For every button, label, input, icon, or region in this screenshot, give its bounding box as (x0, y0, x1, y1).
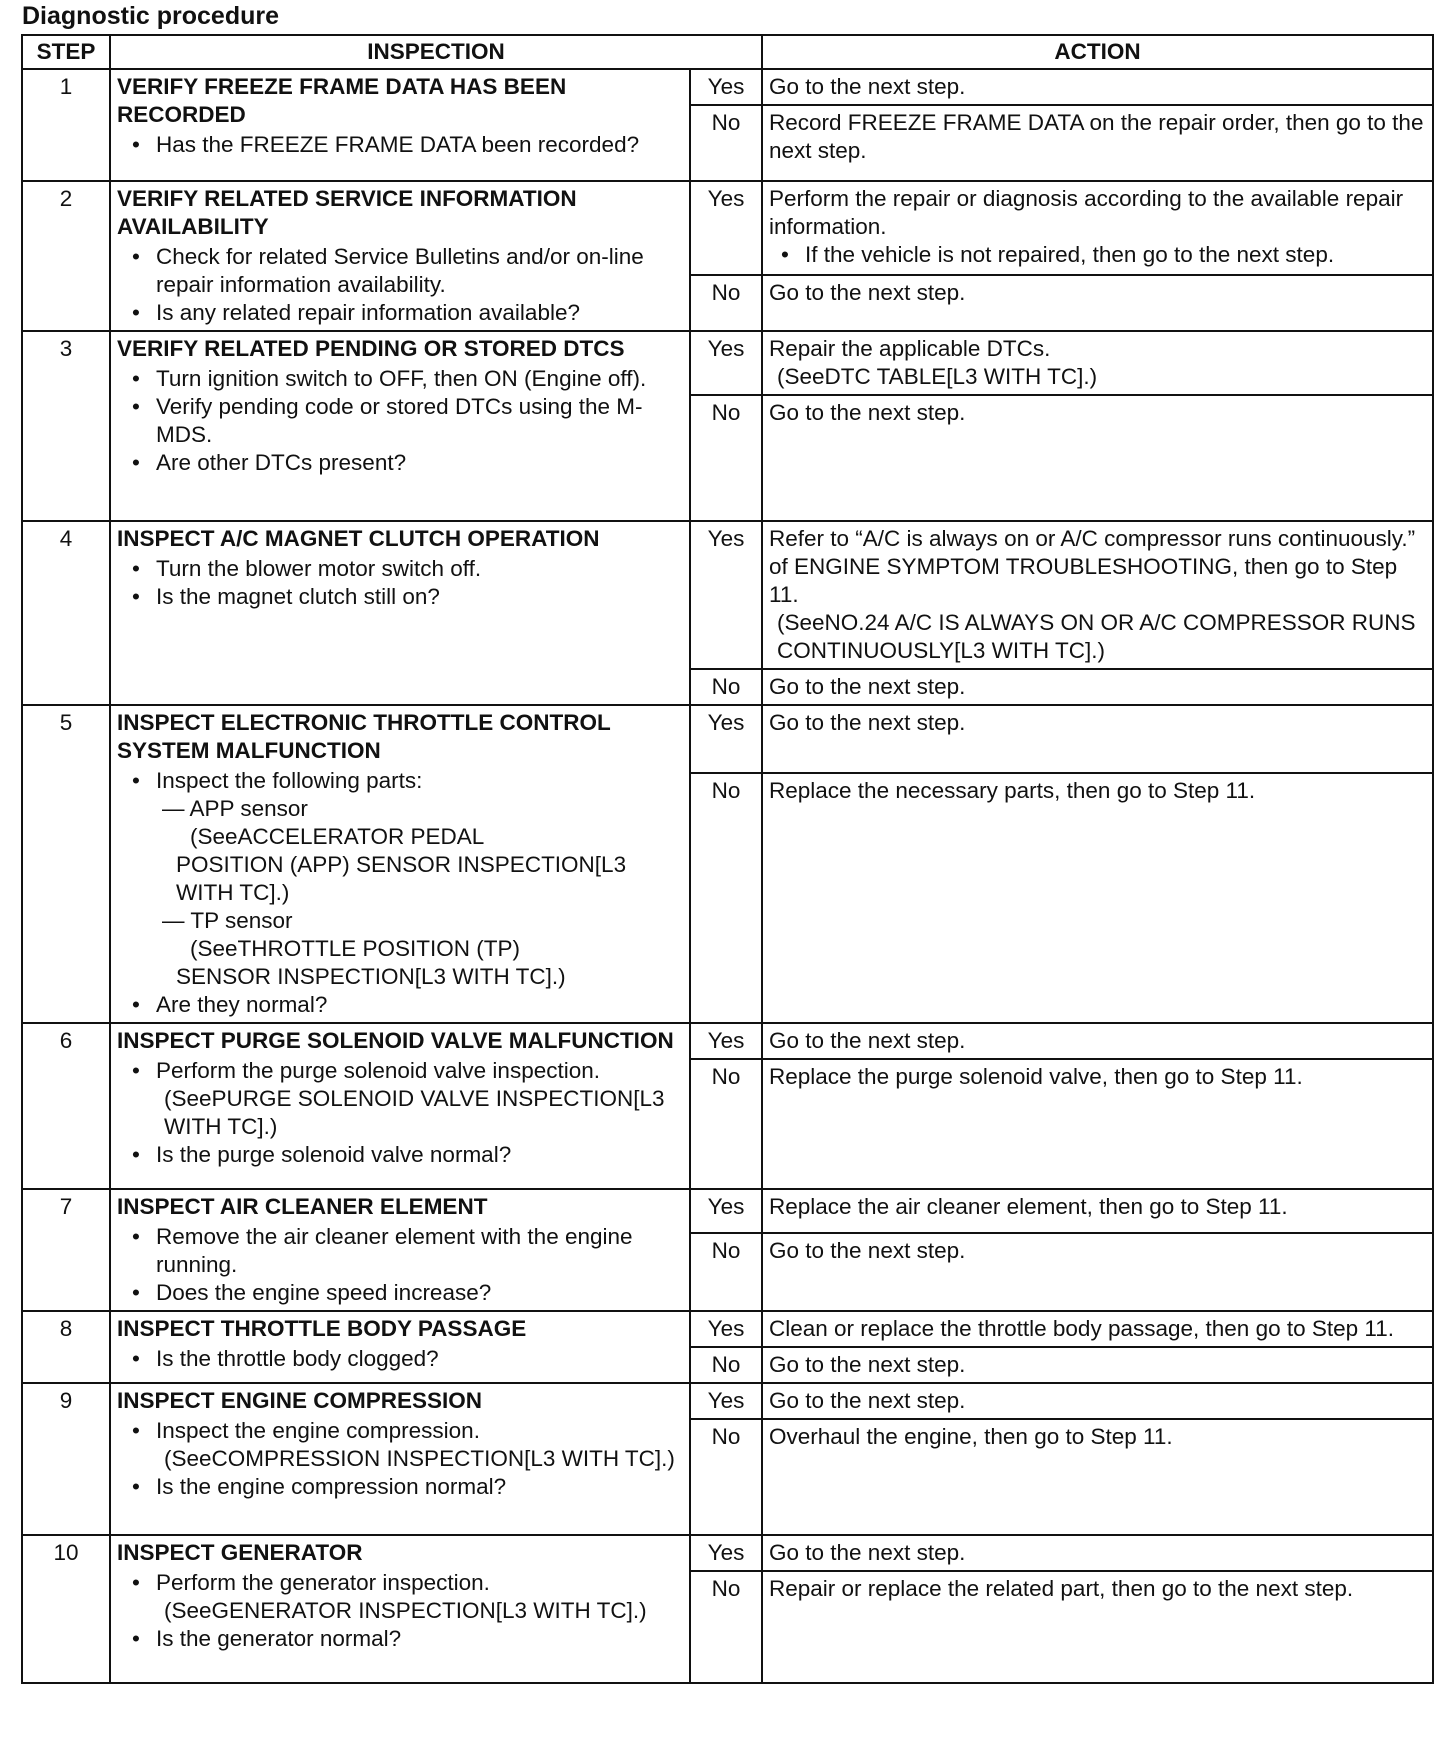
inspection-bullet-item (156, 767, 683, 991)
table-row (22, 1535, 1433, 1571)
no-action: Repair or replace the related part, then go to the next step. (762, 1571, 1433, 1683)
inspection-bullet: Perform the generator inspection. (156, 1570, 490, 1595)
sub-item-reference: POSITION (APP) SENSOR INSPECTION[L3 WITH TC].) (176, 852, 627, 905)
inspection-bullet-item (156, 1057, 683, 1141)
inspection-reference: (SeeCOMPRESSION INSPECTION[L3 WITH TC].) (164, 1446, 675, 1471)
inspection-cell (110, 1311, 690, 1383)
inspection-heading: VERIFY FREEZE FRAME DATA HAS BEEN RECORDED (117, 74, 567, 127)
table-row (22, 69, 1433, 105)
table-row (22, 181, 1433, 275)
inspection-bullet: Perform the purge solenoid valve inspection. (156, 1058, 601, 1083)
sub-item: — APP sensor (162, 796, 308, 821)
inspection-bullet: • Is the engine compression normal? (156, 1473, 683, 1501)
no-action: Go to the next step. (762, 395, 1433, 521)
inspection-bullet: • Does the engine speed increase? (156, 1279, 683, 1307)
yes-label: Yes (690, 181, 762, 275)
inspection-bullet: Inspect the engine compression. (156, 1418, 480, 1443)
table-row (22, 331, 1433, 395)
table-row (22, 1023, 1433, 1059)
yes-label: Yes (690, 521, 762, 669)
yes-action: Replace the air cleaner element, then go to Step 11. (762, 1189, 1433, 1233)
yes-action-reference: (SeeDTC TABLE[L3 WITH TC].) (777, 364, 1098, 389)
yes-action-cell (762, 521, 1433, 669)
inspection-bullet: • Has the FREEZE FRAME DATA been recorded? (156, 131, 683, 159)
inspection-cell (110, 331, 690, 521)
table-row (22, 1383, 1433, 1419)
inspection-cell (110, 1189, 690, 1311)
no-action: Go to the next step. (762, 275, 1433, 331)
no-label: No (690, 1419, 762, 1535)
inspection-heading: VERIFY RELATED SERVICE INFORMATION AVAILABILITY (117, 186, 577, 239)
no-action: Replace the purge solenoid valve, then go to Step 11. (762, 1059, 1433, 1189)
table-row (22, 1311, 1433, 1347)
no-label: No (690, 669, 762, 705)
yes-label: Yes (690, 331, 762, 395)
yes-action-cell (762, 331, 1433, 395)
no-label: No (690, 275, 762, 331)
no-label: No (690, 1233, 762, 1311)
inspection-heading: INSPECT A/C MAGNET CLUTCH OPERATION (117, 526, 600, 551)
inspection-heading: INSPECT THROTTLE BODY PASSAGE (117, 1316, 527, 1341)
no-action: Overhaul the engine, then go to Step 11. (762, 1419, 1433, 1535)
yes-action: Perform the repair or diagnosis according to the available repair information. (769, 186, 1404, 239)
inspection-heading: INSPECT AIR CLEANER ELEMENT (117, 1194, 488, 1219)
no-label: No (690, 1571, 762, 1683)
yes-action-reference: (SeeNO.24 A/C IS ALWAYS ON OR A/C COMPRESSOR RUNS CONTINUOUSLY[L3 WITH TC].) (777, 610, 1416, 663)
yes-action-cell (762, 181, 1433, 275)
inspection-heading: INSPECT PURGE SOLENOID VALVE MALFUNCTION (117, 1028, 674, 1053)
inspection-bullet: • Is any related repair information available? (156, 299, 683, 327)
step-number: 7 (22, 1189, 110, 1311)
step-number: 9 (22, 1383, 110, 1535)
diagnostic-table (21, 34, 1434, 1684)
inspection-bullet: • Check for related Service Bulletins and/or on-line repair information availability. (156, 243, 683, 299)
yes-label: Yes (690, 69, 762, 105)
no-label: No (690, 773, 762, 1023)
inspection-bullet-item (156, 1417, 683, 1473)
inspection-reference: (SeeGENERATOR INSPECTION[L3 WITH TC].) (164, 1598, 647, 1623)
inspection-bullet: • Is the magnet clutch still on? (156, 583, 683, 611)
sub-item: — TP sensor (162, 908, 293, 933)
inspection-heading: INSPECT ENGINE COMPRESSION (117, 1388, 483, 1413)
sub-item-reference: (SeeTHROTTLE POSITION (TP) (190, 936, 521, 961)
no-action: Replace the necessary parts, then go to Step 11. (762, 773, 1433, 1023)
inspection-cell (110, 181, 690, 331)
yes-action: Refer to “A/C is always on or A/C compressor runs continuously.” of ENGINE SYMPTOM TROUBLESHOOTING, then go to Step 11. (769, 526, 1416, 607)
no-action: Go to the next step. (762, 1347, 1433, 1383)
yes-label: Yes (690, 1189, 762, 1233)
inspection-bullet: • Turn the blower motor switch off. (156, 555, 683, 583)
inspection-bullet: • Remove the air cleaner element with the engine running. (156, 1223, 683, 1279)
step-number: 8 (22, 1311, 110, 1383)
inspection-cell (110, 69, 690, 181)
no-label: No (690, 1347, 762, 1383)
inspection-bullet: • Is the throttle body clogged? (156, 1345, 683, 1373)
table-row (22, 705, 1433, 773)
no-action: Go to the next step. (762, 1233, 1433, 1311)
yes-label: Yes (690, 1311, 762, 1347)
inspection-cell (110, 1535, 690, 1683)
inspection-cell (110, 521, 690, 705)
header-inspection: INSPECTION (110, 35, 762, 69)
sub-item-reference: (SeeACCELERATOR PEDAL (190, 824, 485, 849)
yes-action: Go to the next step. (762, 1535, 1433, 1571)
step-number: 1 (22, 69, 110, 181)
inspection-bullet: Inspect the following parts: (156, 768, 423, 793)
table-header-row (22, 35, 1433, 69)
yes-action: Go to the next step. (762, 1023, 1433, 1059)
no-label: No (690, 1059, 762, 1189)
page-title: Diagnostic procedure (22, 2, 279, 30)
step-number: 10 (22, 1535, 110, 1683)
yes-action: Go to the next step. (762, 69, 1433, 105)
inspection-bullet: • Is the generator normal? (156, 1625, 683, 1653)
table-row (22, 521, 1433, 669)
yes-label: Yes (690, 1535, 762, 1571)
inspection-cell (110, 705, 690, 1023)
no-label: No (690, 395, 762, 521)
inspection-cell (110, 1383, 690, 1535)
yes-label: Yes (690, 705, 762, 773)
step-number: 3 (22, 331, 110, 521)
yes-action: Go to the next step. (762, 1383, 1433, 1419)
inspection-bullet: • Verify pending code or stored DTCs using the M-MDS. (156, 393, 683, 449)
step-number: 6 (22, 1023, 110, 1189)
yes-action: Repair the applicable DTCs. (769, 336, 1051, 361)
inspection-bullet-item (156, 1569, 683, 1625)
no-action: Go to the next step. (762, 669, 1433, 705)
header-action: ACTION (762, 35, 1433, 69)
yes-action-bullet: • If the vehicle is not repaired, then go to the next step. (805, 241, 1426, 269)
table-row (22, 1189, 1433, 1233)
no-action: Record FREEZE FRAME DATA on the repair order, then go to the next step. (762, 105, 1433, 181)
inspection-bullet: • Are they normal? (156, 991, 683, 1019)
sub-item-reference: SENSOR INSPECTION[L3 WITH TC].) (176, 964, 566, 989)
step-number: 2 (22, 181, 110, 331)
yes-label: Yes (690, 1023, 762, 1059)
yes-label: Yes (690, 1383, 762, 1419)
inspection-bullet: • Is the purge solenoid valve normal? (156, 1141, 683, 1169)
yes-action: Go to the next step. (762, 705, 1433, 773)
step-number: 5 (22, 705, 110, 1023)
inspection-heading: INSPECT GENERATOR (117, 1540, 363, 1565)
inspection-reference: (SeePURGE SOLENOID VALVE INSPECTION[L3 WITH TC].) (164, 1086, 665, 1139)
header-step: STEP (22, 35, 110, 69)
inspection-heading: INSPECT ELECTRONIC THROTTLE CONTROL SYSTEM MALFUNCTION (117, 710, 611, 763)
yes-action: Clean or replace the throttle body passage, then go to Step 11. (762, 1311, 1433, 1347)
no-label: No (690, 105, 762, 181)
inspection-cell (110, 1023, 690, 1189)
step-number: 4 (22, 521, 110, 705)
inspection-bullet: • Turn ignition switch to OFF, then ON (Engine off). (156, 365, 683, 393)
inspection-bullet: • Are other DTCs present? (156, 449, 683, 477)
inspection-heading: VERIFY RELATED PENDING OR STORED DTCS (117, 336, 625, 361)
